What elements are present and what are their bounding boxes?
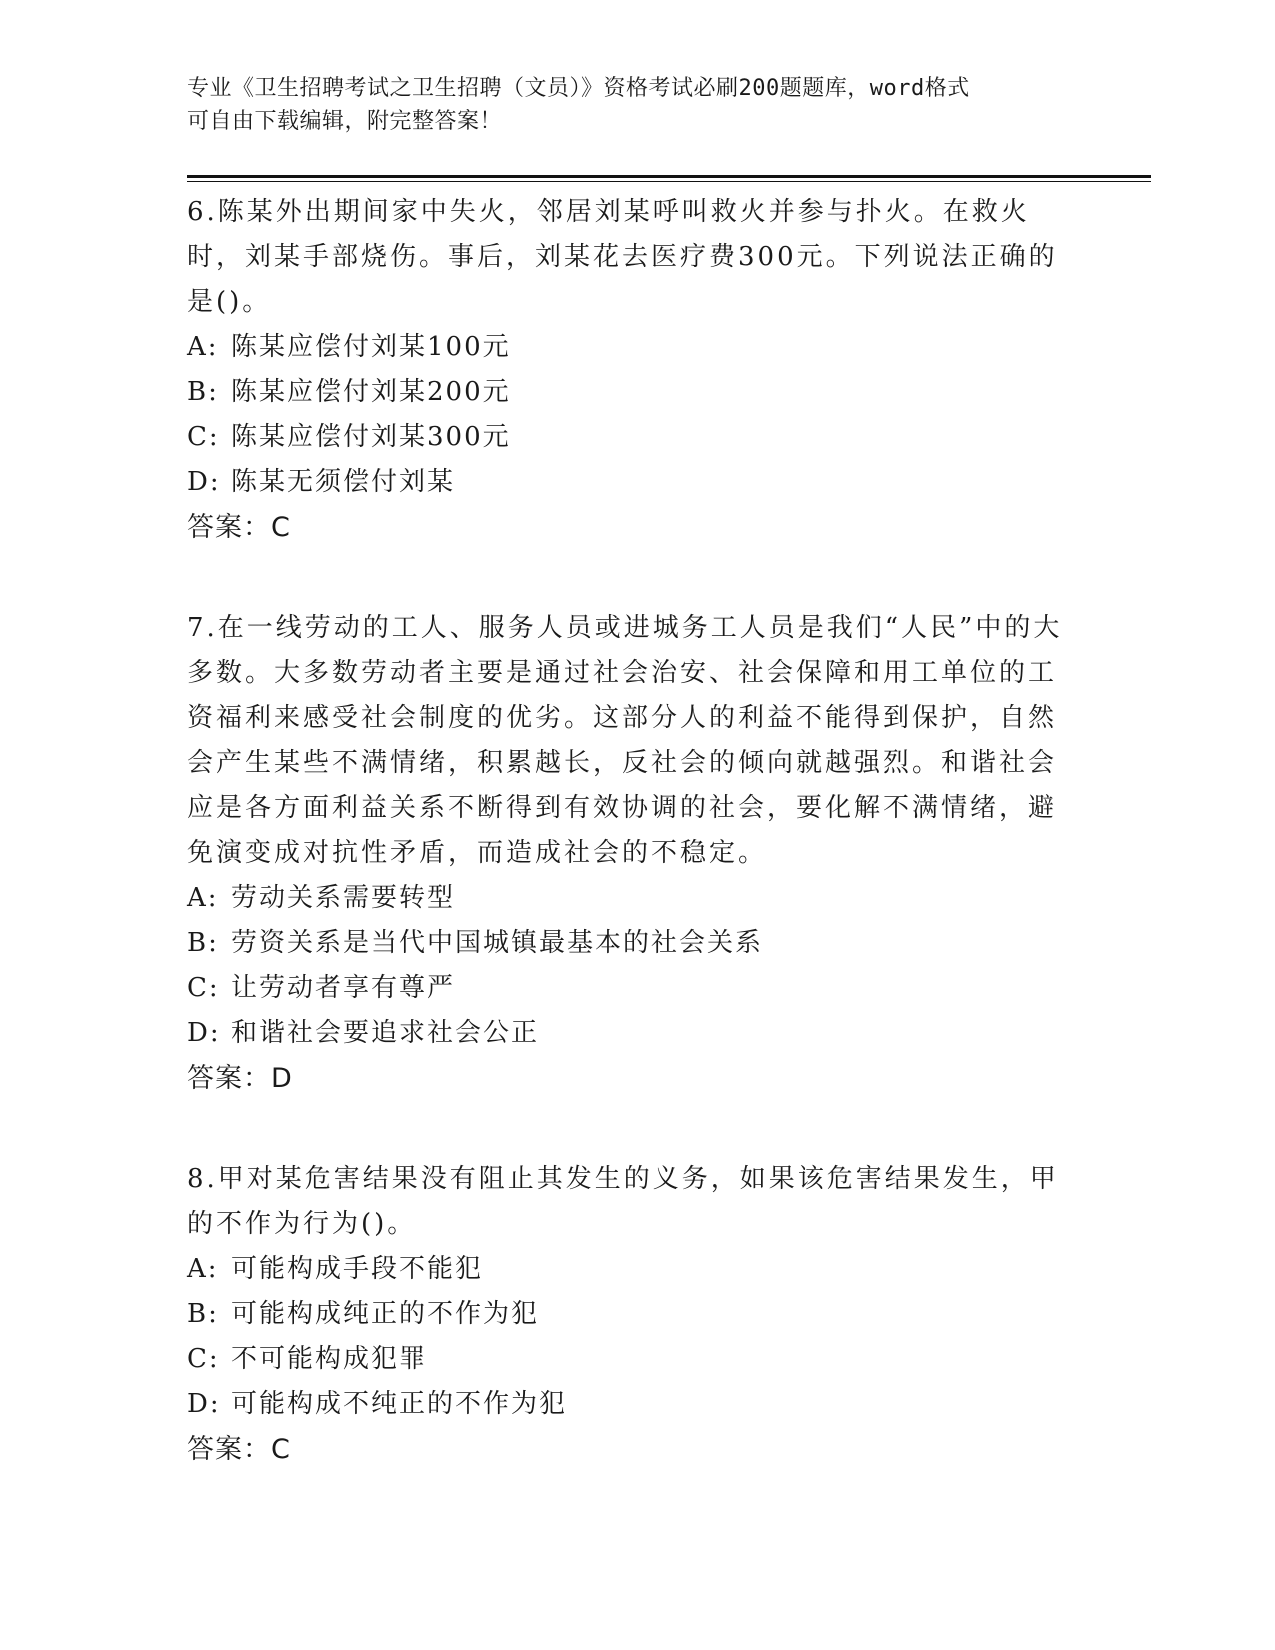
- option-text: 陈某应偿付刘某100元: [231, 332, 511, 362]
- option-c: [187, 966, 1067, 1011]
- header-line-2: 可自由下载编辑，附完整答案！: [187, 109, 503, 134]
- question-spacer: [187, 1101, 1067, 1157]
- option-key: D:: [187, 467, 221, 497]
- option-d: [187, 460, 1067, 505]
- option-text: 让劳动者享有尊严: [231, 973, 456, 1003]
- option-text: 可能构成不纯正的不作为犯: [231, 1389, 568, 1419]
- option-b: [187, 921, 1067, 966]
- option-key: A:: [187, 332, 219, 362]
- option-text: 劳动关系需要转型: [231, 883, 456, 913]
- header-divider-thin: [187, 181, 1151, 182]
- option-a: [187, 876, 1067, 921]
- option-key: A:: [187, 1254, 219, 1284]
- option-b: [187, 1292, 1067, 1337]
- option-d: [187, 1382, 1067, 1427]
- document-header: [187, 72, 1067, 138]
- option-key: D:: [187, 1389, 221, 1419]
- option-text: 不可能构成犯罪: [231, 1344, 428, 1374]
- question-6: [187, 190, 1067, 550]
- option-key: A:: [187, 883, 219, 913]
- question-spacer: [187, 550, 1067, 606]
- option-text: 和谐社会要追求社会公正: [231, 1018, 540, 1048]
- question-8: [187, 1157, 1067, 1472]
- answer-line: 答案：C: [187, 1434, 291, 1465]
- option-text: 陈某应偿付刘某300元: [231, 422, 511, 452]
- option-key: B:: [187, 928, 219, 958]
- option-key: B:: [187, 1299, 219, 1329]
- question-stem: 6.陈某外出期间家中失火，邻居刘某呼叫救火并参与扑火。在救火时，刘某手部烧伤。事后，刘某花去医疗费300元。下列说法正确的是()。: [187, 197, 1058, 317]
- option-key: B:: [187, 377, 219, 407]
- option-key: D:: [187, 1018, 221, 1048]
- question-list: [187, 190, 1067, 1472]
- option-d: [187, 1011, 1067, 1056]
- header-line-1: 专业《卫生招聘考试之卫生招聘（文员）》资格考试必刷200题题库，word格式: [187, 76, 970, 101]
- option-text: 陈某无须偿付刘某: [231, 467, 456, 497]
- option-b: [187, 370, 1067, 415]
- option-c: [187, 1337, 1067, 1382]
- option-text: 可能构成纯正的不作为犯: [231, 1299, 540, 1329]
- header-divider-thick: [187, 175, 1151, 178]
- answer-line: 答案：C: [187, 512, 291, 543]
- answer-line: 答案：D: [187, 1063, 293, 1094]
- question-stem: 8.甲对某危害结果没有阻止其发生的义务，如果该危害结果发生，甲的不作为行为()。: [187, 1164, 1059, 1239]
- option-text: 可能构成手段不能犯: [231, 1254, 484, 1284]
- option-key: C:: [187, 973, 220, 1003]
- option-a: [187, 325, 1067, 370]
- option-key: C:: [187, 422, 220, 452]
- option-key: C:: [187, 1344, 220, 1374]
- option-c: [187, 415, 1067, 460]
- option-text: 陈某应偿付刘某200元: [231, 377, 511, 407]
- option-text: 劳资关系是当代中国城镇最基本的社会关系: [231, 928, 764, 958]
- option-a: [187, 1247, 1067, 1292]
- question-stem: 7.在一线劳动的工人、服务人员或进城务工人员是我们“人民”中的大多数。大多数劳动者主要是通过社会治安、社会保障和用工单位的工资福利来感受社会制度的优劣。这部分人的利益不能得到保护，自然会产生某些不满情绪，积累越长，反社会的倾向就越强烈。和谐社会应是各方面利益关系不断得到有效协调的社会，要化解不满情绪，避免演变成对抗性矛盾，而造成社会的不稳定。: [187, 613, 1063, 868]
- question-7: [187, 606, 1067, 1101]
